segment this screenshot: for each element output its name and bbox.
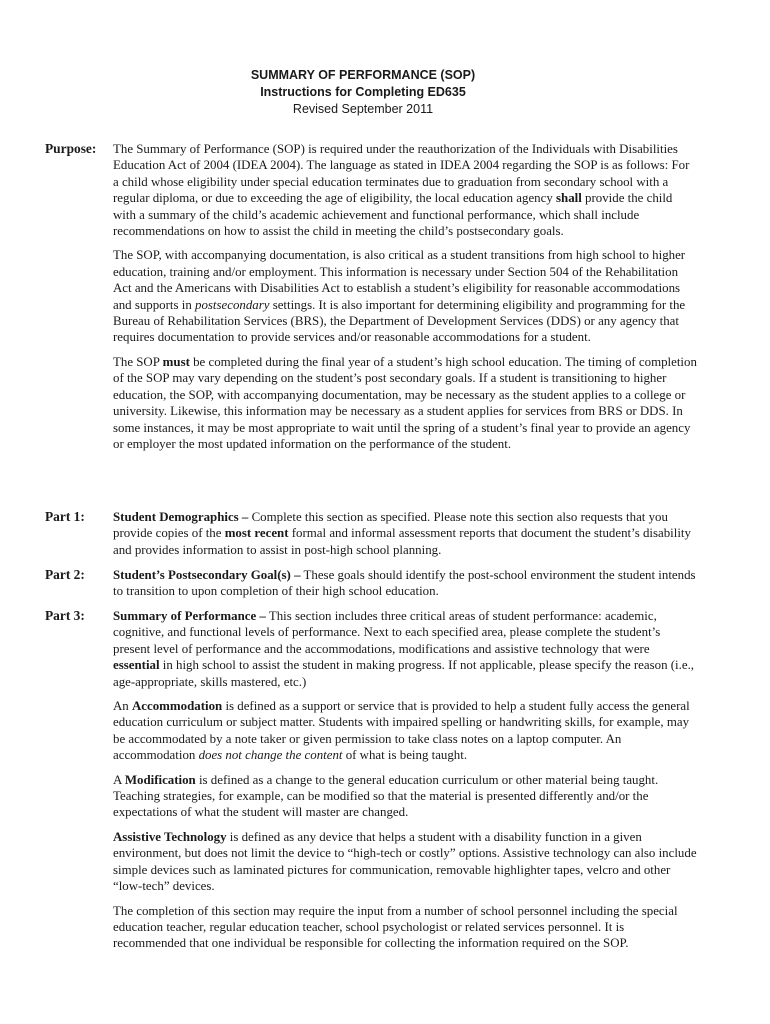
section-label: Part 2: — [45, 567, 85, 582]
section-label: Purpose: — [45, 141, 97, 156]
paragraph: The Summary of Performance (SOP) is required under the reauthorization of the Individuals with Disabilities Education Act of 2004 (IDEA 2004). The language as stated in IDEA 2004 regarding the SOP is as follows: For a child whose eligibility under special education terminates due to graduation from secondary school with a regular diploma, or due to exceeding the age of eligibility, the local education agency shall provide the child with a summary of the child’s academic achievement and functional performance, which shall include recommendations on how to assist the child in meeting the child’s postsecondary goals. — [113, 142, 690, 239]
section-label: Part 3: — [45, 608, 85, 623]
paragraph: Student Demographics – Complete this section as specified. Please note this section also requests that you provide copies of the most recent formal and informal assessment reports that document the student’s disability and provides information to assist in post-high school planning. — [113, 510, 691, 557]
paragraph: The SOP, with accompanying documentation, is also critical as a student transitions from high school to higher education, training and/or employment. This information is necessary under Section 504 of the Rehabilitation Act and the Americans with Disabilities Act to establish a student’s eligibility for reasonable accommodations and supports in postsecondary settings. It is also important for determining eligibility and programming for the Bureau of Rehabilitation Services (BRS), the Department of Development Services (DDS) or any agency that requires documentation to provide services and/or reasonable accommodations for a student. — [113, 248, 686, 345]
revision-date: Revised September 2011 — [292, 102, 434, 116]
section-body — [113, 567, 697, 608]
section-body — [113, 608, 697, 960]
paragraph: Assistive Technology is defined as any device that helps a student with a disability function in a given environment, but does not limit the device to “high-tech or costly” options. Assistive technology can also include simple devices such as laminated pictures for communication, removable highlighter tapes, velcro and other “low-tech” devices. — [113, 829, 697, 894]
paragraph: The SOP must be completed during the final year of a student’s high school education. The timing of completion of the SOP may vary depending on the student’s post secondary goals. If a student is transitioning to higher education, the SOP, with accompanying documentation, may be necessary as the student applies to a college or university. Likewise, this information may be necessary as a student applies for services from BRS or DDS. In some instances, it may be most appropriate to wait until the spring of a student’s final year to provide an agency or employer the most updated information on the performance of the student. — [113, 354, 697, 451]
document-title: SUMMARY OF PERFORMANCE (SOP) — [250, 68, 476, 82]
paragraph: The completion of this section may require the input from a number of school personnel including the special education teacher, regular education teacher, school psychologist or related services personnel. It is recommended that one individual be responsible for collecting the information required on the SOP. — [113, 903, 678, 951]
paragraph: Summary of Performance – This section includes three critical areas of student performance: academic, cognitive, and functional levels of performance. Next to each specified area, please complete the student’s present level of performance and the accommodations, modifications and assistive technology that were essential in high school to assist the student in making progress. If not applicable, please specify the reason (i.e., age-appropriate, skills mastered, etc.) — [113, 609, 695, 689]
section-body — [113, 509, 697, 566]
document-header — [0, 67, 726, 118]
section-body — [113, 141, 697, 460]
paragraph: Student’s Postsecondary Goal(s) – These goals should identify the post-school environment the student intends to transition to upon completion of their high school education. — [113, 568, 696, 599]
document-subtitle: Instructions for Completing ED635 — [260, 85, 466, 99]
paragraph: A Modification is defined as a change to the general education curriculum or other material being taught. Teaching strategies, for example, can be modified so that the material is presented differently and/or the expectations of what the student will master are changed. — [113, 772, 659, 820]
section-label: Part 1: — [45, 509, 85, 524]
paragraph: An Accommodation is defined as a support or service that is provided to help a student fully access the general education curriculum or subject matter. Students with impaired spelling or handwriting skills, for example, may be accommodated by a note taker or given permission to take class notes on a laptop computer. An accommodation does not change the content of what is being taught. — [113, 699, 690, 763]
